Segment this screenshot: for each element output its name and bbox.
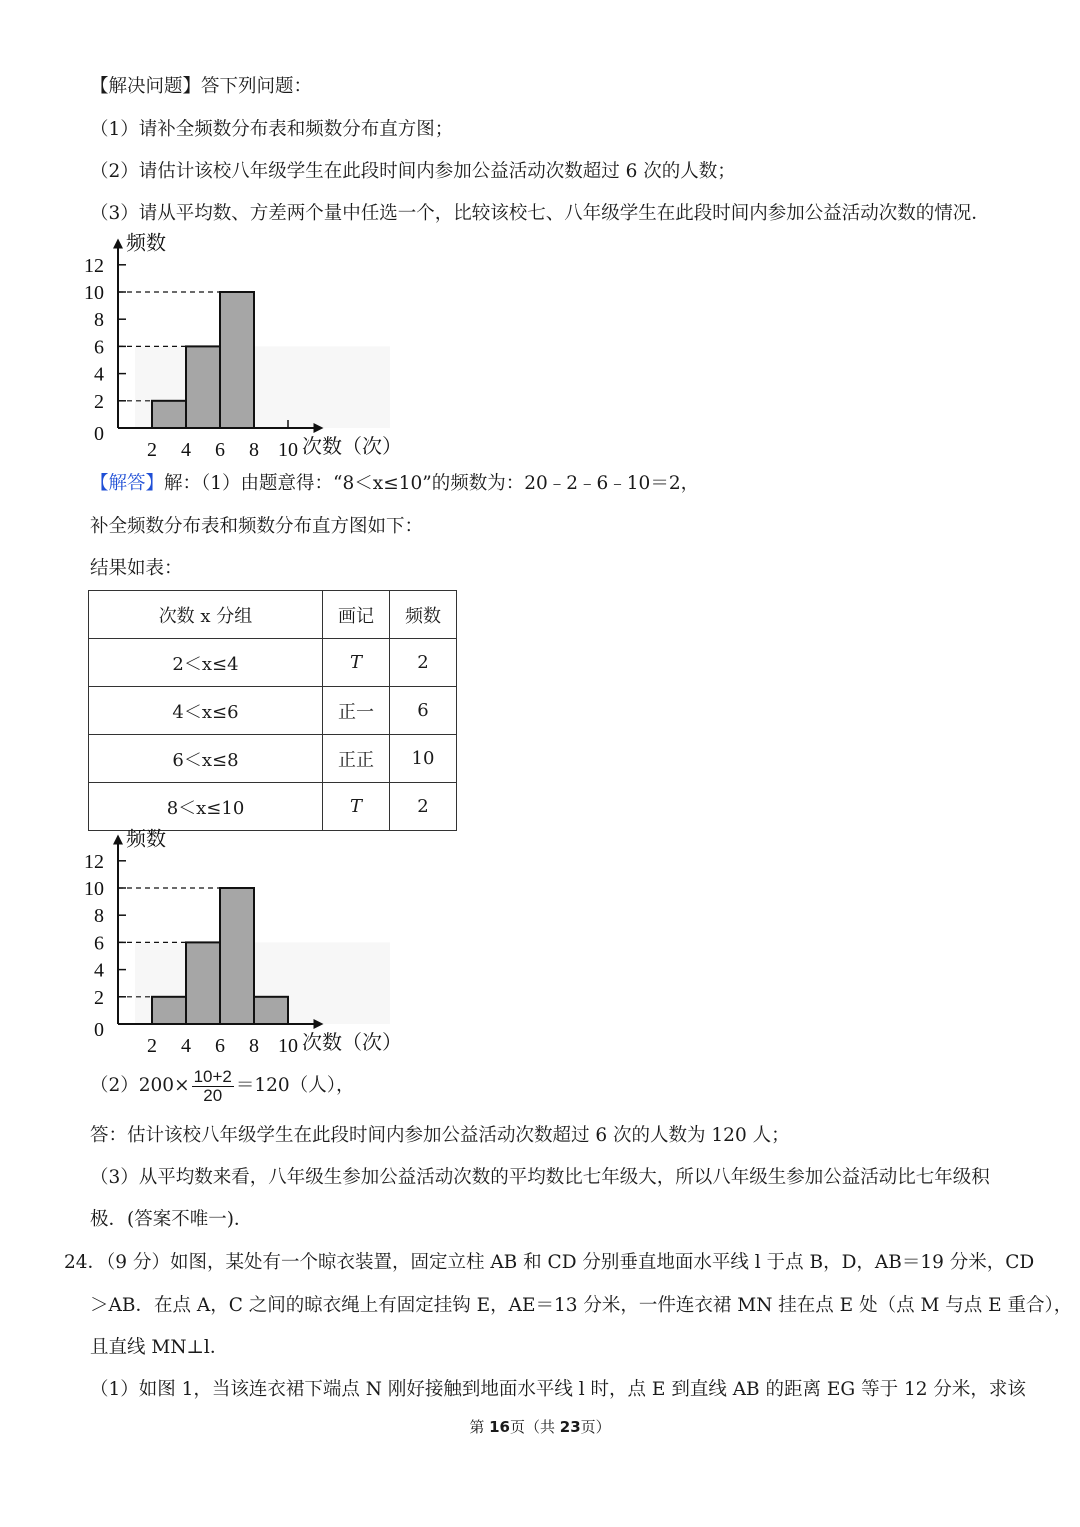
table-cell: 正一 <box>323 687 390 735</box>
q24-line-2: ＞AB．在点 A，C 之间的晾衣绳上有固定挂钩 E，AE＝13 分米，一件连衣裙 MN 挂在点 E 处（点 M 与点 E 重合）， <box>90 1295 1073 1316</box>
x-tick-label: 6 <box>215 1035 225 1057</box>
answer-part-2-conclusion: 答：估计该校八年级学生在此段时间内参加公益活动次数超过 6 次的人数为 120 人； <box>90 1125 790 1146</box>
y-tick-label: 12 <box>84 850 104 873</box>
table-row <box>89 735 457 783</box>
y-tick-label: 10 <box>84 878 104 900</box>
table-row <box>89 687 457 735</box>
table-cell: T <box>323 783 390 831</box>
y-tick-label: 4 <box>94 959 104 982</box>
table-cell: 6 <box>390 687 457 735</box>
table-header: 画记 <box>323 591 390 639</box>
table-row <box>89 639 457 687</box>
x-axis-label: 次数（次） <box>302 436 402 458</box>
table-cell: 6＜x≤8 <box>89 735 323 783</box>
histogram-bar <box>220 888 254 1024</box>
y-tick-label: 4 <box>94 363 104 386</box>
y-tick-label: 12 <box>84 254 104 277</box>
answer-part-3-line-1: （3）从平均数来看，八年级生参加公益活动次数的平均数比七年级大，所以八年级生参加公益活动比七年级积 <box>90 1167 990 1188</box>
x-axis-label: 次数（次） <box>302 1032 402 1054</box>
histogram-completed <box>80 828 420 1060</box>
x-tick-label: 8 <box>249 439 259 461</box>
footer-suffix: 页） <box>580 1418 611 1436</box>
page-footer <box>0 1416 1080 1437</box>
table-header: 频数 <box>390 591 457 639</box>
q24-line-3: 且直线 MN⊥l． <box>90 1337 229 1358</box>
footer-prefix: 第 <box>469 1418 490 1436</box>
footer-page-number: 16 <box>489 1418 510 1436</box>
answer-text-1: 解：（1）由题意得：“8＜x≤10”的频数为：20﹣2﹣6﹣10＝2， <box>164 473 700 494</box>
y-tick-label: 0 <box>94 1019 104 1041</box>
table-cell: 2 <box>390 783 457 831</box>
question-3: （3）请从平均数、方差两个量中任选一个，比较该校七、八年级学生在此段时间内参加公益活动次数的情况． <box>90 203 990 224</box>
y-tick-label: 10 <box>84 282 104 304</box>
x-tick-label: 8 <box>249 1035 259 1057</box>
y-axis-arrow <box>113 834 123 844</box>
x-tick-label: 10 <box>278 1035 298 1057</box>
histogram-bar <box>152 997 186 1024</box>
table-cell: 2 <box>390 639 457 687</box>
table-cell: 10 <box>390 735 457 783</box>
y-tick-label: 0 <box>94 423 104 445</box>
table-cell: 4＜x≤6 <box>89 687 323 735</box>
frequency-table <box>88 590 457 831</box>
q24-line-4: （1）如图 1，当该连衣裙下端点 N 刚好接触到地面水平线 l 时，点 E 到直线 AB 的距离 EG 等于 12 分米，求该 <box>90 1379 1026 1400</box>
x-tick-label: 2 <box>147 1035 157 1057</box>
x-tick-label: 2 <box>147 439 157 461</box>
histogram-bar <box>186 346 220 428</box>
table-header: 次数 x 分组 <box>89 591 323 639</box>
x-tick-label: 4 <box>181 439 191 461</box>
y-tick-label: 2 <box>94 390 104 413</box>
answer-line-3: 结果如表： <box>90 558 183 579</box>
x-tick-label: 4 <box>181 1035 191 1057</box>
y-tick-label: 6 <box>94 932 104 955</box>
answer-line-2: 补全频数分布表和频数分布直方图如下： <box>90 516 424 537</box>
answer-tag: 【解答】 <box>90 473 165 494</box>
x-tick-label: 6 <box>215 439 225 461</box>
question-2: （2）请估计该校八年级学生在此段时间内参加公益活动次数超过 6 次的人数； <box>90 161 736 182</box>
table-cell: T <box>323 639 390 687</box>
part2-suffix: ＝120（人）， <box>235 1075 355 1096</box>
y-axis-label: 频数 <box>126 232 166 255</box>
y-tick-label: 6 <box>94 336 104 359</box>
part2-prefix: （2）200× <box>90 1075 190 1096</box>
y-tick-label: 2 <box>94 986 104 1009</box>
histogram-bar <box>152 401 186 428</box>
y-tick-label: 8 <box>94 309 104 332</box>
y-axis-arrow <box>113 238 123 248</box>
table-cell: 正正 <box>323 735 390 783</box>
histogram-bar <box>220 292 254 428</box>
fraction <box>192 1068 234 1105</box>
histogram-bar <box>254 997 288 1024</box>
table-cell: 2＜x≤4 <box>89 639 323 687</box>
table-header-row <box>89 591 457 639</box>
x-tick-label: 10 <box>278 439 298 461</box>
y-axis-label: 频数 <box>126 828 166 851</box>
footer-total-pages: 23 <box>559 1418 581 1436</box>
section-heading: 【解决问题】答下列问题： <box>90 76 313 97</box>
fraction-numerator: 10+2 <box>193 1066 232 1086</box>
q24-line-1: 24．（9 分）如图，某处有一个晾衣装置，固定立柱 AB 和 CD 分别垂直地面水平线 l 于点 B，D，AB＝19 分米，CD <box>64 1252 1035 1273</box>
question-1: （1）请补全频数分布表和频数分布直方图； <box>90 119 454 140</box>
fraction-denominator: 20 <box>203 1085 223 1105</box>
answer-line-1 <box>90 471 699 497</box>
y-tick-label: 8 <box>94 905 104 928</box>
answer-part-2 <box>90 1066 354 1106</box>
answer-part-3-line-2: 极．(答案不唯一)． <box>90 1209 253 1230</box>
footer-middle: 页（共 <box>509 1418 560 1436</box>
table-cell: 8＜x≤10 <box>89 783 323 831</box>
table-row <box>89 783 457 831</box>
histogram-incomplete <box>80 232 420 464</box>
histogram-bar <box>186 942 220 1024</box>
